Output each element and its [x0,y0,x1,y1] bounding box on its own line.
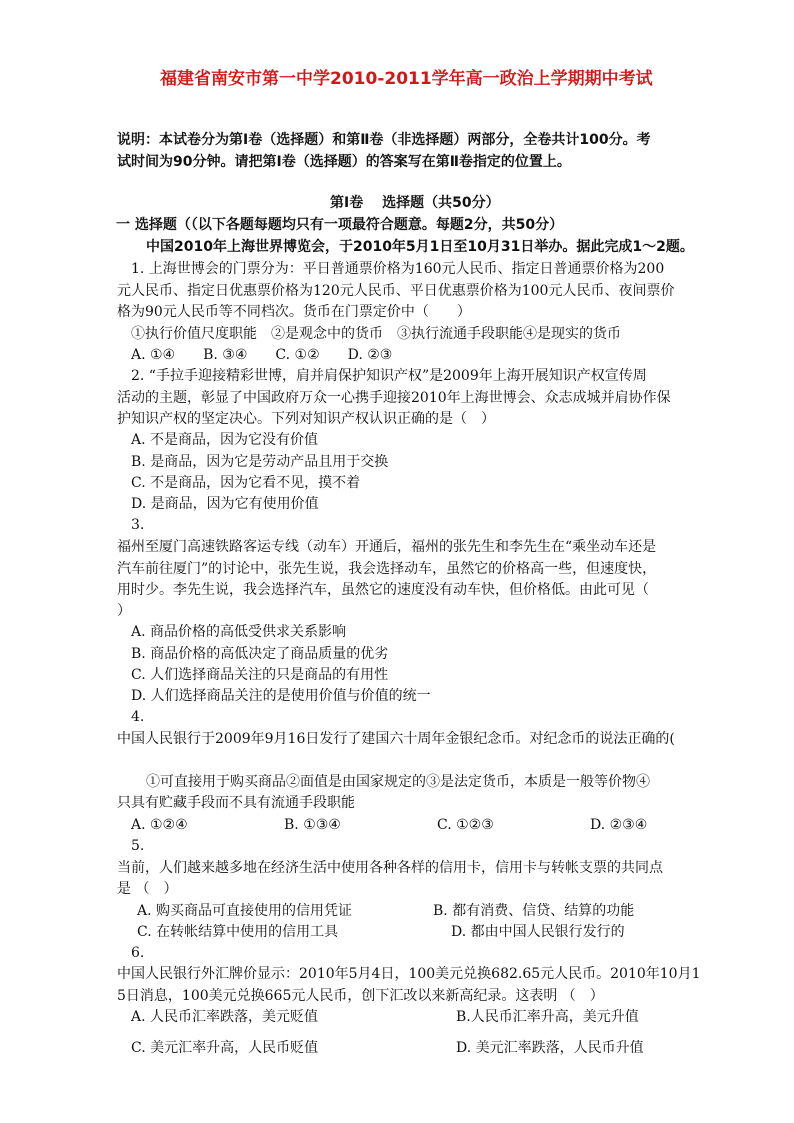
q4-line-3: 只具有贮藏手段而不具有流通手段职能 [117,795,355,811]
q3-line-3: 用时少。李先生说，我会选择汽车，虽然它的速度没有动车快，但价格低。由此可见（ [117,582,649,598]
instructions-line-2: 试时间为90分钟。请把第Ⅰ卷（选择题）的答案写在第Ⅱ卷指定的位置上。 [117,154,571,170]
instructions-line-1: 说明：本试卷分为第Ⅰ卷（选择题）和第Ⅱ卷（非选择题）两部分，全卷共计100分。考 [117,132,651,148]
q3-option-a: A. 商品价格的高低受供求关系影响 [131,624,347,640]
section-heading: 第Ⅰ卷 选择题（共50分） [330,195,500,211]
q4-line-2: ①可直接用于购买商品②面值是由国家规定的③是法定货币，本质是一般等价物④ [146,774,650,790]
q5-option-b: B. 都有消费、信贷、结算的功能 [433,903,635,919]
q2-line-1: 2. “手拉手迎接精彩世博，肩并肩保护知识产权”是2009年上海开展知识产权宣传周 [131,368,647,384]
q3-option-d: D. 人们选择商品关注的是使用价值与价值的统一 [131,688,431,704]
q5-number: 5. [131,838,145,854]
q6-option-a: A. 人民币汇率跌落，美元贬值 [131,1009,319,1025]
q1-line-1: 1. 上海世博会的门票分为：平日普通票价格为160元人民币、指定日普通票价格为200 [131,261,665,277]
q1-options: A. ①④ B. ③④ C. ①② D. ②③ [131,347,393,363]
q3-option-b: B. 商品价格的高低决定了商品质量的优劣 [131,646,389,662]
q6-line-2: 5日消息，100美元兑换665元人民币，创下汇改以来新高纪录。这表明 （ ） [117,988,604,1004]
q4-line-1: 中国人民银行于2009年9月16日发行了建国六十周年金银纪念币。对纪念币的说法正确的( [117,731,675,747]
q4-number: 4. [131,709,145,725]
q5-option-c: C. 在转帐结算中使用的信用工具 [137,924,339,940]
q2-option-a: A. 不是商品，因为它没有价值 [131,432,319,448]
q4-option-d: D. ②③④ [590,817,648,833]
part-heading: 一 选择题（（以下各题每题均只有一项最符合题意。每题2分，共50分） [116,217,564,233]
q2-line-3: 护知识产权的坚定决心。下列对知识产权认识正确的是（ ） [117,411,495,427]
q2-option-d: D. 是商品，因为它有使用价值 [131,496,319,512]
q5-option-d: D. 都由中国人民银行发行的 [451,924,625,940]
q4-option-b: B. ①③④ [284,817,341,833]
q3-line-4: ） [117,603,131,619]
q1-items: ①执行价值尺度职能 ②是观念中的货币 ③执行流通手段职能④是现实的货币 [131,326,621,342]
q6-option-d: D. 美元汇率跌落，人民币升值 [456,1040,644,1056]
q5-line-2: 是 （ ） [117,881,178,897]
q6-number: 6. [131,945,145,961]
q2-option-b: B. 是商品，因为它是劳动产品且用于交换 [131,454,389,470]
intro-text: 中国2010年上海世界博览会，于2010年5月1日至10月31日举办。据此完成1～2题。 [146,239,694,255]
q3-line-2: 汽车前往厦门”的讨论中，张先生说，我会选择动车，虽然它的价格高一些，但速度快， [117,561,657,577]
q2-line-2: 活动的主题，彰显了中国政府万众一心携手迎接2010年上海世博会、众志成城并肩协作保 [117,390,671,406]
q3-option-c: C. 人们选择商品关注的只是商品的有用性 [131,667,389,683]
q6-option-c: C. 美元汇率升高，人民币贬值 [131,1040,319,1056]
q3-number: 3. [131,517,145,533]
q1-line-2: 元人民币、指定日优惠票价格为120元人民币、平日优惠票价格为100元人民币、夜间票价 [117,283,675,299]
q2-option-c: C. 不是商品，因为它看不见，摸不着 [131,475,361,491]
q4-option-c: C. ①②③ [437,817,494,833]
q1-line-3: 格为90元人民币等不同档次。货币在门票定价中（ ） [117,304,471,320]
q3-line-1: 福州至厦门高速铁路客运专线（动车）开通后，福州的张先生和李先生在“乘坐动车还是 [117,539,657,555]
q6-line-1: 中国人民银行外汇牌价显示：2010年5月4日，100美元兑换682.65元人民币。2010年10月1 [117,966,701,982]
q4-option-a: A. ①②④ [131,817,188,833]
q6-option-b: B.人民币汇率升高，美元升值 [456,1009,639,1025]
q5-option-a: A. 购买商品可直接使用的信用凭证 [137,903,353,919]
q5-line-1: 当前，人们越来越多地在经济生活中使用各种各样的信用卡，信用卡与转帐支票的共同点 [117,860,663,876]
exam-title: 福建省南安市第一中学2010-2011学年高一政治上学期期中考试 [160,69,653,89]
